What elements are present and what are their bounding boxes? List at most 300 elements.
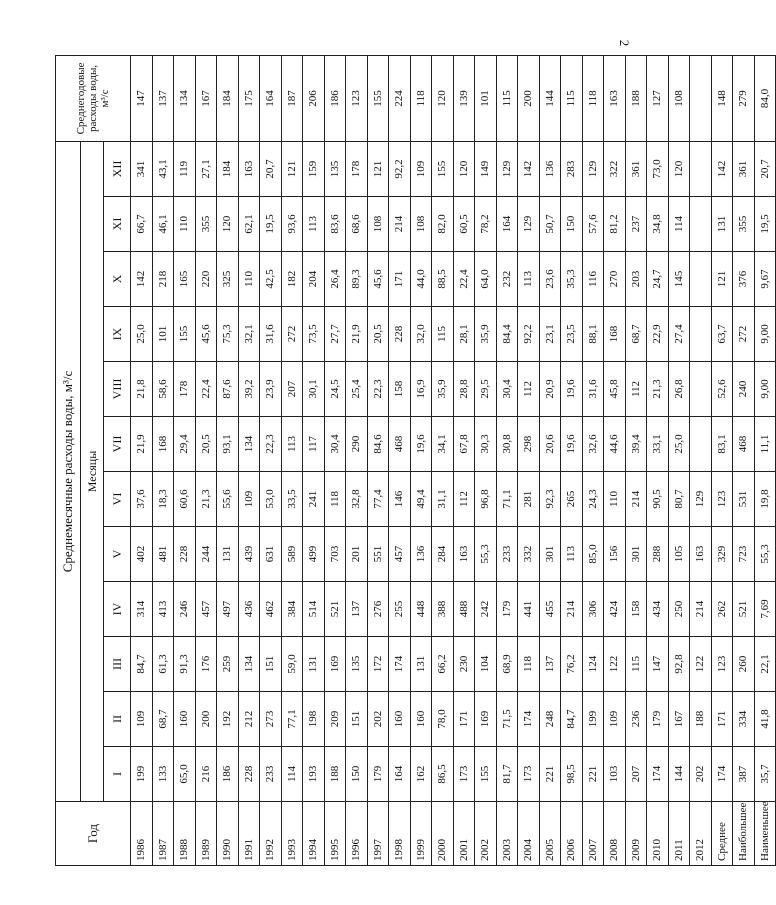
month-value-cell: 135	[346, 637, 368, 692]
month-value-cell: 246	[174, 582, 196, 637]
month-value-cell: 22,9	[647, 307, 669, 362]
month-value-cell: 45,6	[195, 307, 217, 362]
month-value-cell: 7,69	[754, 582, 776, 637]
month-value-cell: 49,4	[410, 472, 432, 527]
month-value-cell: 192	[217, 692, 239, 747]
month-value-cell: 24,3	[582, 472, 604, 527]
month-value-cell: 133	[152, 747, 174, 802]
month-value-cell: 86,5	[432, 747, 454, 802]
month-value-cell: 55,3	[475, 527, 497, 582]
month-value-cell: 179	[496, 582, 518, 637]
month-value-cell: 122	[604, 637, 626, 692]
month-value-cell: 93,6	[281, 197, 303, 252]
month-value-cell: 115	[432, 307, 454, 362]
row-year-cell: 1992	[260, 802, 282, 866]
row-year-cell: 1990	[217, 802, 239, 866]
month-value-cell: 212	[238, 692, 260, 747]
month-value-cell: 80,7	[668, 472, 690, 527]
month-value-cell: 221	[539, 747, 561, 802]
table-row	[238, 55, 260, 865]
month-value-cell: 214	[625, 472, 647, 527]
month-value-cell: 207	[625, 747, 647, 802]
annual-average-cell: 279	[733, 55, 755, 141]
month-value-cell: 22,4	[453, 252, 475, 307]
month-value-cell: 92,2	[389, 141, 411, 196]
month-value-cell: 30,4	[324, 417, 346, 472]
month-value-cell: 589	[281, 527, 303, 582]
month-value-cell: 19,5	[754, 197, 776, 252]
month-label: VII	[104, 417, 131, 472]
month-label: IX	[104, 307, 131, 362]
month-value-cell: 32,6	[582, 417, 604, 472]
month-value-cell: 158	[625, 582, 647, 637]
month-value-cell: 514	[303, 582, 325, 637]
month-value-cell: 236	[625, 692, 647, 747]
month-value-cell: 92,8	[668, 637, 690, 692]
month-value-cell: 23,1	[539, 307, 561, 362]
month-value-cell: 91,3	[174, 637, 196, 692]
month-value-cell: 176	[195, 637, 217, 692]
month-value-cell: 155	[432, 141, 454, 196]
annual-average-cell: 200	[518, 55, 540, 141]
month-value-cell: 355	[195, 197, 217, 252]
table-row	[389, 55, 411, 865]
row-year-cell: 2005	[539, 802, 561, 866]
month-value-cell: 202	[690, 747, 712, 802]
month-value-cell: 163	[690, 527, 712, 582]
month-value-cell: 457	[195, 582, 217, 637]
month-value-cell: 88,5	[432, 252, 454, 307]
month-value-cell: 32,0	[410, 307, 432, 362]
table-row	[711, 55, 733, 865]
annual-average-cell: 84,0	[754, 55, 776, 141]
month-value-cell: 173	[518, 747, 540, 802]
month-value-cell: 61,3	[152, 637, 174, 692]
month-label: XII	[104, 141, 131, 196]
table-row	[475, 55, 497, 865]
month-value-cell: 21,3	[647, 362, 669, 417]
month-value-cell: 214	[690, 582, 712, 637]
annual-average-cell: 127	[647, 55, 669, 141]
month-value-cell: 20,5	[367, 307, 389, 362]
month-value-cell: 26,8	[668, 362, 690, 417]
month-value-cell: 78,0	[432, 692, 454, 747]
row-year-cell: 2007	[582, 802, 604, 866]
month-value-cell: 129	[518, 197, 540, 252]
row-year-cell: 2002	[475, 802, 497, 866]
row-year-cell: 2006	[561, 802, 583, 866]
month-value-cell: 27,4	[668, 307, 690, 362]
month-label: X	[104, 252, 131, 307]
month-value-cell: 30,3	[475, 417, 497, 472]
month-value-cell: 44,0	[410, 252, 432, 307]
month-value-cell: 250	[668, 582, 690, 637]
month-value-cell: 63,7	[711, 307, 733, 362]
row-year-cell: 2012	[690, 802, 712, 866]
annual-average-cell: 108	[668, 55, 690, 141]
table-row	[582, 55, 604, 865]
table-row	[346, 55, 368, 865]
month-value-cell: 35,9	[432, 362, 454, 417]
table-row	[754, 55, 776, 865]
table-row	[496, 55, 518, 865]
month-value-cell: 76,2	[561, 637, 583, 692]
month-value-cell: 341	[131, 141, 153, 196]
month-label: III	[104, 637, 131, 692]
table-row	[152, 55, 174, 865]
table-row	[410, 55, 432, 865]
month-value-cell: 31,1	[432, 472, 454, 527]
annual-average-cell: 206	[303, 55, 325, 141]
month-value-cell: 122	[690, 637, 712, 692]
month-value-cell: 81,7	[496, 747, 518, 802]
month-value-cell: 113	[281, 417, 303, 472]
annual-average-cell: 139	[453, 55, 475, 141]
month-value-cell: 214	[389, 197, 411, 252]
month-value-cell: 173	[453, 747, 475, 802]
flow-rates-table-container	[55, 56, 771, 866]
month-value-cell	[690, 197, 712, 252]
month-value-cell: 101	[152, 307, 174, 362]
month-value-cell: 53,0	[260, 472, 282, 527]
month-value-cell: 322	[604, 141, 626, 196]
month-value-cell: 117	[303, 417, 325, 472]
month-value-cell: 283	[561, 141, 583, 196]
row-year-cell: 2008	[604, 802, 626, 866]
row-year-cell: 1999	[410, 802, 432, 866]
month-value-cell: 434	[647, 582, 669, 637]
month-value-cell: 20,6	[539, 417, 561, 472]
month-value-cell: 16,9	[410, 362, 432, 417]
month-value-cell: 220	[195, 252, 217, 307]
month-value-cell: 52,6	[711, 362, 733, 417]
month-value-cell: 98,5	[561, 747, 583, 802]
month-value-cell: 131	[711, 197, 733, 252]
month-value-cell: 163	[238, 141, 260, 196]
month-label: VIII	[104, 362, 131, 417]
month-value-cell: 84,6	[367, 417, 389, 472]
month-value-cell: 160	[389, 692, 411, 747]
month-value-cell: 21,3	[195, 472, 217, 527]
month-value-cell: 174	[647, 747, 669, 802]
month-value-cell: 186	[217, 747, 239, 802]
annual-average-cell: 118	[410, 55, 432, 141]
annual-average-cell: 163	[604, 55, 626, 141]
table-row	[733, 55, 755, 865]
table-row	[690, 55, 712, 865]
month-value-cell: 361	[625, 141, 647, 196]
month-value-cell: 27,1	[195, 141, 217, 196]
month-value-cell: 230	[453, 637, 475, 692]
month-value-cell: 388	[432, 582, 454, 637]
month-value-cell: 134	[238, 637, 260, 692]
month-value-cell: 20,9	[539, 362, 561, 417]
month-value-cell: 109	[131, 692, 153, 747]
month-value-cell: 22,4	[195, 362, 217, 417]
month-value-cell: 25,0	[668, 417, 690, 472]
month-value-cell: 71,5	[496, 692, 518, 747]
month-value-cell: 34,1	[432, 417, 454, 472]
annual-average-cell: 144	[539, 55, 561, 141]
month-value-cell: 60,5	[453, 197, 475, 252]
month-value-cell: 164	[496, 197, 518, 252]
month-value-cell: 112	[625, 362, 647, 417]
month-value-cell: 108	[410, 197, 432, 252]
month-value-cell: 228	[174, 527, 196, 582]
month-value-cell: 33,5	[281, 472, 303, 527]
month-value-cell: 129	[582, 141, 604, 196]
month-value-cell: 298	[518, 417, 540, 472]
month-value-cell: 703	[324, 527, 346, 582]
month-value-cell: 424	[604, 582, 626, 637]
month-value-cell: 73,5	[303, 307, 325, 362]
month-value-cell: 497	[217, 582, 239, 637]
month-value-cell: 103	[604, 747, 626, 802]
month-value-cell: 129	[496, 141, 518, 196]
month-value-cell: 216	[195, 747, 217, 802]
month-value-cell: 58,6	[152, 362, 174, 417]
table-row	[131, 55, 153, 865]
month-value-cell: 167	[668, 692, 690, 747]
year-header: Год	[56, 802, 131, 866]
month-value-cell: 188	[324, 747, 346, 802]
month-value-cell: 145	[668, 252, 690, 307]
month-value-cell: 31,6	[582, 362, 604, 417]
month-value-cell: 113	[518, 252, 540, 307]
month-value-cell: 121	[367, 141, 389, 196]
month-value-cell: 19,6	[561, 362, 583, 417]
row-year-cell: 2003	[496, 802, 518, 866]
month-value-cell: 39,4	[625, 417, 647, 472]
row-year-cell: 1993	[281, 802, 303, 866]
month-value-cell: 290	[346, 417, 368, 472]
month-value-cell: 306	[582, 582, 604, 637]
month-value-cell: 26,4	[324, 252, 346, 307]
month-value-cell: 301	[625, 527, 647, 582]
month-value-cell: 314	[131, 582, 153, 637]
month-value-cell: 165	[174, 252, 196, 307]
month-value-cell: 39,2	[238, 362, 260, 417]
month-value-cell: 68,7	[152, 692, 174, 747]
month-value-cell: 90,5	[647, 472, 669, 527]
table-title: Среднемесячные расходы воды, м³/с	[56, 141, 81, 801]
row-year-cell: 1997	[367, 802, 389, 866]
annual-average-cell: 123	[346, 55, 368, 141]
month-value-cell: 114	[668, 197, 690, 252]
month-value-cell: 413	[152, 582, 174, 637]
month-value-cell: 9,67	[754, 252, 776, 307]
table-row	[324, 55, 346, 865]
month-value-cell: 137	[539, 637, 561, 692]
annual-average-cell: 134	[174, 55, 196, 141]
month-value-cell: 361	[733, 141, 755, 196]
month-value-cell: 174	[711, 747, 733, 802]
month-value-cell: 120	[668, 141, 690, 196]
month-value-cell: 147	[647, 637, 669, 692]
month-value-cell: 22,1	[754, 637, 776, 692]
month-value-cell: 121	[711, 252, 733, 307]
month-value-cell: 27,7	[324, 307, 346, 362]
month-value-cell: 164	[389, 747, 411, 802]
table-row	[195, 55, 217, 865]
month-value-cell: 174	[389, 637, 411, 692]
month-value-cell: 179	[367, 747, 389, 802]
month-value-cell: 149	[475, 141, 497, 196]
month-value-cell: 441	[518, 582, 540, 637]
row-year-cell: 1991	[238, 802, 260, 866]
month-value-cell: 376	[733, 252, 755, 307]
month-value-cell: 109	[604, 692, 626, 747]
month-value-cell: 22,3	[260, 417, 282, 472]
month-value-cell: 121	[281, 141, 303, 196]
month-value-cell: 288	[647, 527, 669, 582]
month-value-cell: 64,0	[475, 252, 497, 307]
month-value-cell: 21,9	[131, 417, 153, 472]
month-value-cell: 87,6	[217, 362, 239, 417]
month-value-cell: 118	[324, 472, 346, 527]
month-value-cell: 142	[711, 141, 733, 196]
annual-average-cell: 115	[496, 55, 518, 141]
month-value-cell: 77,4	[367, 472, 389, 527]
table-row	[604, 55, 626, 865]
month-value-cell: 131	[217, 527, 239, 582]
month-value-cell: 184	[217, 141, 239, 196]
month-value-cell: 89,3	[346, 252, 368, 307]
month-value-cell: 240	[733, 362, 755, 417]
month-value-cell	[690, 362, 712, 417]
month-value-cell: 110	[604, 472, 626, 527]
month-value-cell: 21,9	[346, 307, 368, 362]
month-value-cell: 113	[561, 527, 583, 582]
month-value-cell: 228	[389, 307, 411, 362]
table-row	[217, 55, 239, 865]
month-value-cell: 131	[410, 637, 432, 692]
annual-average-header: Среднегодовые расходы воды, м³/с	[56, 55, 131, 141]
month-value-cell: 136	[410, 527, 432, 582]
month-value-cell: 329	[711, 527, 733, 582]
table-body	[131, 55, 776, 865]
month-value-cell: 168	[604, 307, 626, 362]
month-value-cell: 178	[346, 141, 368, 196]
month-value-cell	[690, 252, 712, 307]
month-value-cell: 35,7	[754, 747, 776, 802]
month-value-cell: 204	[303, 252, 325, 307]
month-value-cell: 123	[711, 637, 733, 692]
month-value-cell: 146	[389, 472, 411, 527]
month-value-cell: 37,6	[131, 472, 153, 527]
month-value-cell: 202	[367, 692, 389, 747]
month-value-cell: 273	[260, 692, 282, 747]
month-value-cell: 9,00	[754, 362, 776, 417]
row-year-cell: 2011	[668, 802, 690, 866]
month-value-cell: 25,4	[346, 362, 368, 417]
month-value-cell: 156	[604, 527, 626, 582]
month-value-cell: 488	[453, 582, 475, 637]
row-year-cell: 2000	[432, 802, 454, 866]
table-row	[303, 55, 325, 865]
month-value-cell: 462	[260, 582, 282, 637]
row-year-cell: 2009	[625, 802, 647, 866]
month-value-cell: 81,2	[604, 197, 626, 252]
row-year-cell: 1995	[324, 802, 346, 866]
month-value-cell: 20,5	[195, 417, 217, 472]
month-value-cell: 172	[367, 637, 389, 692]
month-value-cell: 30,8	[496, 417, 518, 472]
month-value-cell: 24,5	[324, 362, 346, 417]
month-value-cell: 301	[539, 527, 561, 582]
month-value-cell: 272	[281, 307, 303, 362]
month-value-cell: 129	[690, 472, 712, 527]
annual-average-cell: 187	[281, 55, 303, 141]
month-value-cell: 174	[518, 692, 540, 747]
month-value-cell: 43,1	[152, 141, 174, 196]
month-value-cell: 248	[539, 692, 561, 747]
month-value-cell	[690, 141, 712, 196]
row-year-cell: 1998	[389, 802, 411, 866]
month-value-cell: 162	[410, 747, 432, 802]
row-year-cell: 1988	[174, 802, 196, 866]
month-value-cell: 198	[303, 692, 325, 747]
month-value-cell: 124	[582, 637, 604, 692]
month-value-cell: 85,0	[582, 527, 604, 582]
month-value-cell: 84,7	[131, 637, 153, 692]
month-value-cell: 60,6	[174, 472, 196, 527]
month-value-cell: 71,1	[496, 472, 518, 527]
month-value-cell: 207	[281, 362, 303, 417]
month-value-cell: 631	[260, 527, 282, 582]
month-value-cell: 113	[303, 197, 325, 252]
month-value-cell: 66,2	[432, 637, 454, 692]
month-value-cell: 387	[733, 747, 755, 802]
month-value-cell: 168	[152, 417, 174, 472]
row-year-cell: 1987	[152, 802, 174, 866]
month-value-cell: 19,6	[561, 417, 583, 472]
month-value-cell: 21,8	[131, 362, 153, 417]
month-label: XI	[104, 197, 131, 252]
month-value-cell: 232	[496, 252, 518, 307]
month-value-cell: 551	[367, 527, 389, 582]
month-value-cell: 19,8	[754, 472, 776, 527]
month-value-cell: 481	[152, 527, 174, 582]
table-row	[647, 55, 669, 865]
month-value-cell: 65,0	[174, 747, 196, 802]
month-value-cell: 119	[174, 141, 196, 196]
month-value-cell: 265	[561, 472, 583, 527]
month-value-cell: 284	[432, 527, 454, 582]
month-value-cell: 402	[131, 527, 153, 582]
table-row	[432, 55, 454, 865]
month-value-cell: 221	[582, 747, 604, 802]
month-value-cell: 23,6	[539, 252, 561, 307]
month-value-cell: 55,3	[754, 527, 776, 582]
month-value-cell: 28,1	[453, 307, 475, 362]
month-value-cell: 150	[561, 197, 583, 252]
month-value-cell: 30,4	[496, 362, 518, 417]
month-value-cell: 110	[174, 197, 196, 252]
month-value-cell: 272	[733, 307, 755, 362]
month-labels-row	[104, 55, 131, 865]
month-value-cell: 151	[346, 692, 368, 747]
month-value-cell: 110	[238, 252, 260, 307]
table-row	[367, 55, 389, 865]
month-value-cell: 62,1	[238, 197, 260, 252]
month-value-cell: 468	[733, 417, 755, 472]
month-value-cell: 31,6	[260, 307, 282, 362]
month-value-cell: 199	[131, 747, 153, 802]
month-value-cell: 105	[668, 527, 690, 582]
month-value-cell: 50,7	[539, 197, 561, 252]
month-value-cell: 499	[303, 527, 325, 582]
